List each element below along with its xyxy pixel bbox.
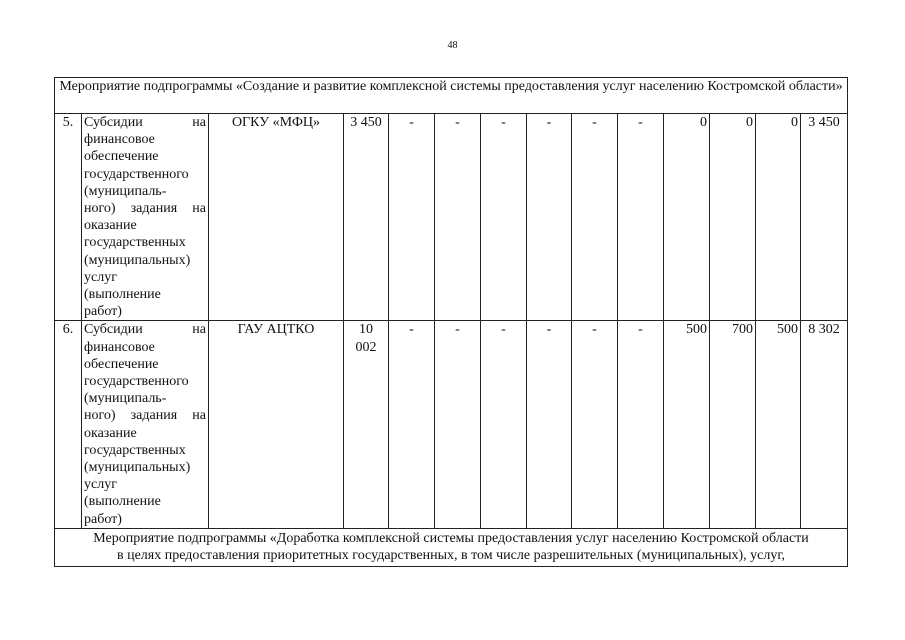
page-number: 48 <box>447 40 458 51</box>
value-cell: 500 <box>664 321 710 528</box>
name-word: Субсидии <box>84 322 143 338</box>
value-cell: 700 <box>710 321 756 528</box>
value-cell: 3 450 <box>801 114 848 321</box>
row-number: 5. <box>55 114 82 321</box>
name-line: (выполнение <box>84 287 161 303</box>
value-cell: - <box>572 321 618 528</box>
value-cell: 0 <box>710 114 756 321</box>
section-title-1: Мероприятие подпрограммы «Создание и развитие комплексной системы предоставления услуг населению Костромской области» <box>55 78 848 114</box>
section-title-2 <box>55 528 848 566</box>
total-line: 002 <box>355 339 377 355</box>
name-line: работ) <box>84 511 122 527</box>
value-cell: - <box>618 114 664 321</box>
name-line: (муниципаль- <box>84 183 167 199</box>
name-word: ного) <box>84 408 116 424</box>
row-number: 6. <box>55 321 82 528</box>
section-header-row <box>55 528 848 566</box>
name-word: на <box>192 115 206 130</box>
table-row <box>55 114 848 321</box>
name-line: финансовое <box>84 339 155 355</box>
value-cell: - <box>481 321 527 528</box>
section-title-2-line: в целях предоставления приоритетных государственных, в том числе разрешительных (муниципальных), услуг, <box>116 547 786 563</box>
executor-cell: ГАУ АЦТКО <box>209 321 344 528</box>
measure-name <box>82 114 209 321</box>
name-word: задания <box>130 408 178 424</box>
name-line: услуг <box>84 477 117 493</box>
name-word: задания <box>130 201 178 217</box>
budget-table <box>54 77 848 567</box>
value-cell: - <box>481 114 527 321</box>
name-word: Субсидии <box>84 115 143 130</box>
value-cell: - <box>435 114 481 321</box>
executor-cell: ОГКУ «МФЦ» <box>209 114 344 321</box>
total-cell <box>344 321 389 528</box>
value-cell: - <box>389 321 435 528</box>
name-line: (муниципальных) <box>84 460 191 476</box>
section-header-row <box>55 78 848 114</box>
name-line: (выполнение <box>84 494 161 510</box>
name-line: обеспечение <box>84 149 159 165</box>
name-line: финансовое <box>84 132 155 148</box>
value-cell: 0 <box>664 114 710 321</box>
name-line: (муниципальных) <box>84 252 191 268</box>
value-cell: - <box>435 321 481 528</box>
name-line: государственных <box>84 235 186 251</box>
value-cell: - <box>618 321 664 528</box>
name-line: государственного <box>84 374 189 390</box>
name-line: (муниципаль- <box>84 391 167 407</box>
value-cell: - <box>572 114 618 321</box>
value-cell: - <box>527 114 572 321</box>
name-line: государственных <box>84 442 186 458</box>
name-line: оказание <box>84 425 137 441</box>
name-line: государственного <box>84 166 189 182</box>
total-line: 10 <box>359 322 373 338</box>
total-cell: 3 450 <box>344 114 389 321</box>
name-line: работ) <box>84 304 122 320</box>
name-word: ного) <box>84 201 116 217</box>
name-line: услуг <box>84 269 117 285</box>
section-title-2-line: Мероприятие подпрограммы «Доработка комплексной системы предоставления услуг населению Костромской области <box>93 530 809 546</box>
name-line: оказание <box>84 218 137 234</box>
name-word: на <box>192 322 206 338</box>
name-word: на <box>192 408 206 424</box>
value-cell: 0 <box>756 114 801 321</box>
name-word: на <box>192 201 206 217</box>
measure-name <box>82 321 209 528</box>
value-cell: - <box>389 114 435 321</box>
value-cell: 8 302 <box>801 321 848 528</box>
value-cell: - <box>527 321 572 528</box>
value-cell: 500 <box>756 321 801 528</box>
table-row <box>55 321 848 528</box>
name-line: обеспечение <box>84 356 159 372</box>
